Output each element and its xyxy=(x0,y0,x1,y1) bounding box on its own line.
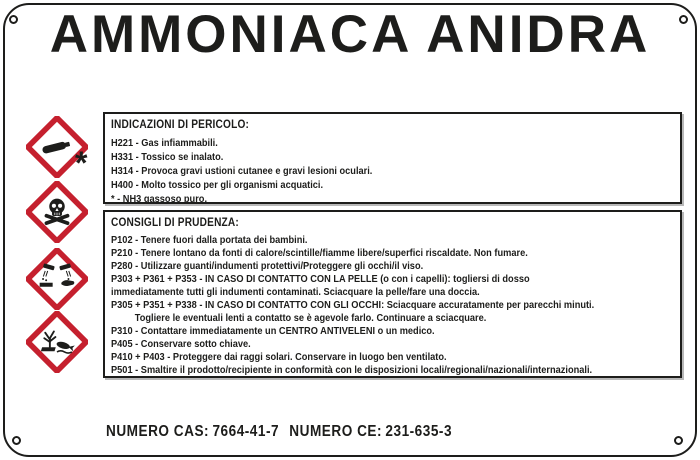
hazard-box-heading: INDICAZIONI DI PERICOLO: xyxy=(111,119,250,131)
precautionary-lines xyxy=(111,234,674,377)
hazard-statements-box xyxy=(103,112,682,204)
precautionary-statements-box xyxy=(103,210,682,378)
cas-number-label: NUMERO CAS: xyxy=(106,423,210,440)
substance-identifiers xyxy=(106,423,452,441)
hazard-lines xyxy=(111,136,674,206)
hazard-line: * - NH3 gassoso puro. xyxy=(111,193,208,205)
precautionary-line: immediatamente tutti gli indumenti contaminati. Sciacquare la pelle/fare una doccia. xyxy=(111,286,480,298)
precautionary-line: P405 - Conservare sotto chiave. xyxy=(111,338,251,350)
precautionary-line: P210 - Tenere lontano da fonti di calore/scintille/fiamme libere/superfici riscaldate. Non fumare. xyxy=(111,247,528,259)
ce-number-label: NUMERO CE: xyxy=(289,423,383,440)
ghs06-pictogram xyxy=(26,181,88,243)
mounting-hole-bottom-left xyxy=(12,436,21,445)
hazard-line: H221 - Gas infiammabili. xyxy=(111,137,218,149)
precautionary-line: P280 - Utilizzare guanti/indumenti protettivi/Proteggere gli occhi/il viso. xyxy=(111,260,424,272)
hazard-line: H331 - Tossico se inalato. xyxy=(111,151,224,163)
precautionary-line: P102 - Tenere fuori dalla portata dei bambini. xyxy=(111,234,308,246)
precautionary-line: P305 + P351 + P338 - IN CASO DI CONTATTO CON GLI OCCHI: Sciacquare accuratamente per parecchi minuti. xyxy=(111,299,595,311)
sign-title: AMMONIACA ANIDRA xyxy=(49,5,651,64)
pictogram-note-asterisk: * xyxy=(75,145,88,181)
mounting-hole-bottom-right xyxy=(674,436,683,445)
hazard-line: H314 - Provoca gravi ustioni cutanee e gravi lesioni oculari. xyxy=(111,165,373,177)
corrosive-icon xyxy=(26,248,88,310)
precautionary-line: P501 - Smaltire il prodotto/recipiente in conformità con le disposizioni locali/regionali/nazionali/internazionali. xyxy=(111,364,593,376)
skull-crossbones-icon xyxy=(26,181,88,243)
ghs05-pictogram xyxy=(26,248,88,310)
precautionary-line: P310 - Contattare immediatamente un CENTRO ANTIVELENI o un medico. xyxy=(111,325,435,337)
cas-number-value: 7664-41-7 xyxy=(212,423,280,440)
ghs09-pictogram xyxy=(26,311,88,373)
precautionary-line: P303 + P361 + P353 - IN CASO DI CONTATTO CON LA PELLE (o con i capelli): togliersi di dosso xyxy=(111,273,530,285)
ce-number-value: 231-635-3 xyxy=(385,423,453,440)
environment-icon xyxy=(26,311,88,373)
precautionary-line: Togliere le eventuali lenti a contatto se è agevole farlo. Continuare a sciacquare. xyxy=(134,312,487,324)
precautionary-line: P410 + P403 - Proteggere dai raggi solari. Conservare in luogo ben ventilato. xyxy=(111,351,447,363)
precautionary-box-heading: CONSIGLI DI PRUDENZA: xyxy=(111,217,239,229)
hazard-line: H400 - Molto tossico per gli organismi acquatici. xyxy=(111,179,324,191)
